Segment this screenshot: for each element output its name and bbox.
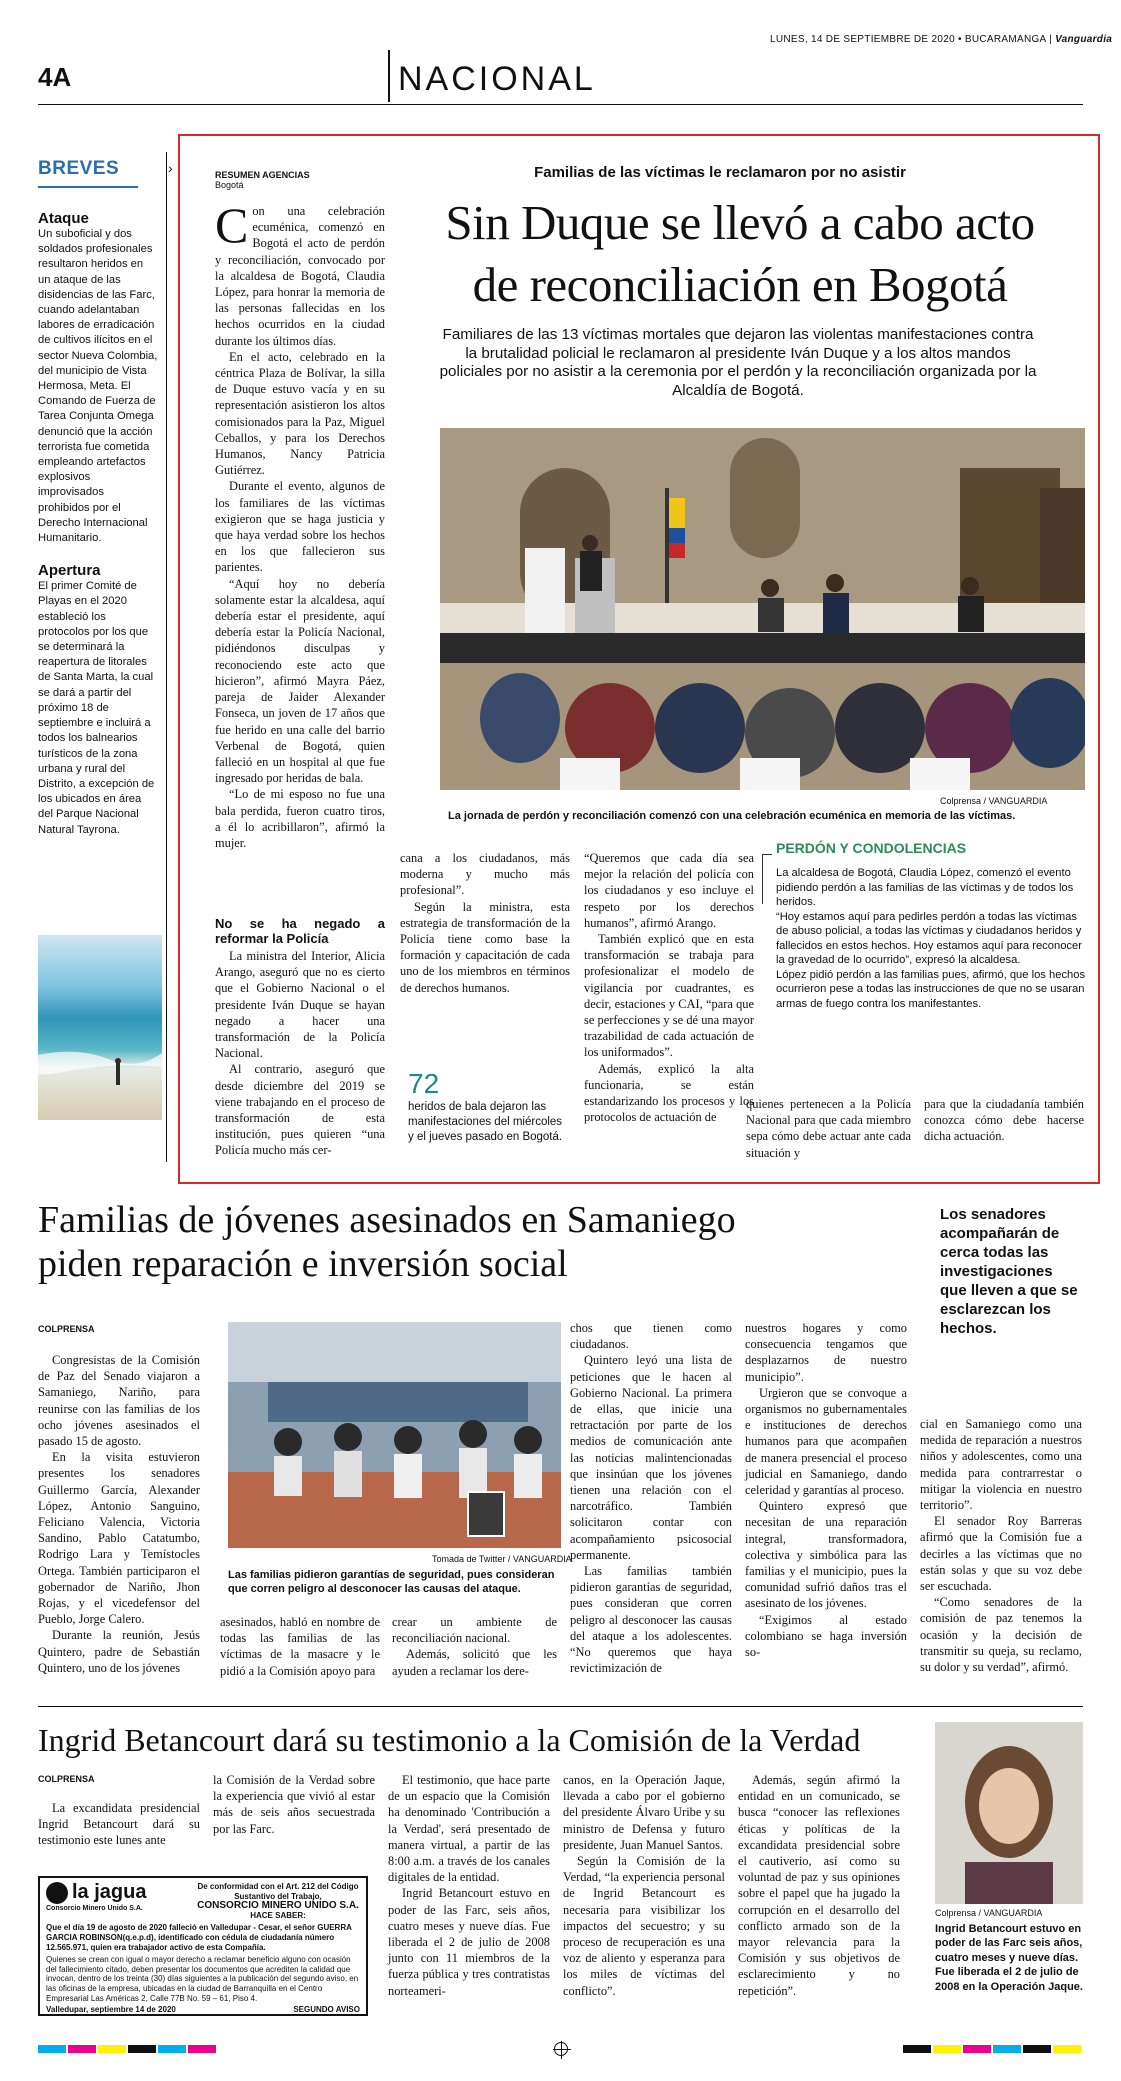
samaniego-paragraph: asesinados, habló en nombre de todas las familias de las víctimas de la masacre y le pidió a la Comisión apoyo para [220, 1615, 380, 1678]
lead-paragraph: En el acto, celebrado en la céntrica Plaza de Bolívar, la silla de Duque estuvo vacía y en su representación asistieron los altos comisionados para la Paz, Miguel Ceballos, y para los Derechos Humanos, Nancy Patricia Gutiérrez. [215, 349, 385, 478]
ingrid-paragraph: La excandidata presidencial Ingrid Betancourt dará su testimonio este lunes ante [38, 1801, 200, 1848]
ad-logo-row [46, 1882, 196, 1904]
ad-company-small: Consorcio Minero Unido S.A. [46, 1905, 143, 1912]
samaniego-paragraph: “Como senadores de la comisión de paz tenemos la ocasión y la decisión de transmitir su queja, su reclamo, su dolor y su verdad”, afirmó. [920, 1595, 1082, 1675]
box-bracket-icon [762, 854, 772, 904]
legal-notice-ad [38, 1876, 368, 2016]
lead-paragraph: Además, explicó la alta funcionaria, se están estandarizando los procesos y los protocolos de actuación de [584, 1061, 754, 1125]
ingrid-column-3 [388, 1772, 550, 1999]
samaniego-column-6 [920, 1416, 1082, 1675]
color-strip-left [38, 2040, 218, 2058]
ingrid-photo [935, 1722, 1083, 1904]
samaniego-paragraph: Las familias también pidieron garantías de seguridad, pues consideran que corren peligro al desconocer las causas del ataque a los adolescentes. “No queremos que haya revictimización de [570, 1564, 732, 1676]
lead-paragraph: “Aquí hoy no debería solamente estar la alcaldesa, aquí debería estar el presidente, aquí debería estar la Policía Nacional, pidiéndonos disculpas y reconociendo este acto que hicieron”, afirmó Mayra Páez, pareja de Jaider Alexander Fonseca, un joven de 17 años que fue herido en una calle del barrio Verbenal de Bogotá, quien falleció en un hospital al que fue ingresado por heridas de bala. [215, 576, 385, 786]
ingrid-paragraph: canos, en la Operación Jaque, llevada a cabo por el gobierno del presidente Álvaro Uribe y su ministro de Defensa y futuro presidente, Juan Manuel Santos. [563, 1773, 725, 1852]
samaniego-paragraph: chos que tienen como ciudadanos. [570, 1321, 732, 1352]
headline-line: Sin Duque se llevó a cabo acto [445, 195, 1035, 250]
dateline-separator: | [1049, 34, 1056, 45]
samaniego-paragraph: Quintero expresó que necesitan de una reparación integral, transformadora, colectiva y simbólica para las familias y el municipio, pues la comunidad sufrió daños tras el asesinato de los jóvenes. [745, 1499, 907, 1611]
samaniego-column-3 [392, 1614, 557, 1679]
samaniego-photo-credit: Tomada de Twitter / VANGUARDIA [432, 1554, 572, 1564]
lead-paragraph: La ministra del Interior, Alicia Arango, aseguró que no es cierto que el Gobierno Nacional o el presidente Iván Duque se hayan negado a hacer una transformación de la Policía Nacional. [215, 949, 385, 1061]
samaniego-paragraph: crear un ambiente de reconciliación nacional. [392, 1615, 557, 1646]
ingrid-column-1 [38, 1800, 200, 1849]
lead-paragraph: También explicó que en esta transformación se trabaja para profesionalizar el modelo de vigilancia por cuadrantes, es decir, estaciones y CAI, “para que se perfecciones y se dé una mayor trazabilidad de cada actuación de los uniformados”. [584, 932, 754, 1060]
ingrid-column-2 [213, 1772, 375, 1837]
gym-scene [228, 1322, 561, 1548]
samaniego-paragraph: Congresistas de la Comisión de Paz del Senado viajaron a Samaniego, Nariño, para reunirse con las familias de los ocho jóvenes asesinados el pasado 15 de agosto. [38, 1353, 200, 1449]
beach-photo [38, 935, 162, 1120]
lead-column-6 [924, 1096, 1084, 1145]
condolences-box [776, 840, 1086, 1011]
breve-body: El primer Comité de Playas en el 2020 estableció los protocolos por los que se determinará la reapertura de litorales de Santa Marta, la cual se dará a partir del próximo 18 de septiembre e incluirá a todos los balnearios turísticos de la zona urbana y rural del Distrito, a excepción de los ubicados en área del Parque Nacional Natural Tayrona. [38, 580, 155, 836]
ingrid-column-4 [563, 1772, 725, 1999]
ad-footer-date: Valledupar, septiembre 14 de 2020 [46, 2005, 176, 2015]
samaniego-column-1 [38, 1352, 200, 1676]
lead-byline [215, 170, 310, 190]
breves-sidebar [38, 158, 158, 838]
samaniego-paragraph: El senador Roy Barreras afirmó que la Comisión fue a decirles a las víctimas que no están solas y que su voz debe ser escuchada. [920, 1514, 1082, 1594]
lead-headline [395, 192, 1085, 316]
samaniego-column-4 [570, 1320, 732, 1676]
breves-vertical-rule [166, 152, 167, 1162]
header-rule [38, 104, 1083, 105]
ingrid-paragraph: Además, según afirmó la entidad en un comunicado, se busca “conocer las reflexiones éticas y políticas de la excandidata presidencial sobre el cautiverio, así como su voluntad de paz y sus opiniones sobre el papel que ha jugado la corrupción en el desarrollo del conflicto armado son de la mayor relevancia para la Comisión y sus objetivos de esclarecimiento y no repetición”. [738, 1773, 900, 1998]
lead-subhead: No se ha negado a reformar la Policía [215, 916, 385, 946]
samaniego-headline [38, 1198, 938, 1286]
lead-column-1 [215, 197, 385, 851]
samaniego-photo-caption: Las familias pidieron garantías de seguridad, pues consideran que corren peligro al desconocer las causas del ataque. [228, 1569, 555, 1595]
samaniego-paragraph: Quintero leyó una lista de peticiones que le hacen al Gobierno Nacional. La primera de ellas, que inicie una retractación por parte de los medios de comunicación ante las noticias malintencionadas que insinúan que los jóvenes tienen una relación con el narcotráfico. También solicitaron contar con acompañamiento psicosocial permanente. [570, 1353, 732, 1562]
headline-line: Familias de jóvenes asesinados en Samaniego [38, 1199, 736, 1241]
ingrid-byline: COLPRENSA [38, 1774, 95, 1784]
ad-header [46, 1882, 360, 1920]
samaniego-byline: COLPRENSA [38, 1324, 95, 1334]
box-paragraph: López pidió perdón a las familias pues, afirmó, que los hechos ocurrieron pese a todas las instrucciones de que no se usaran armas de fuego contra los manifestantes. [776, 968, 1086, 1010]
lead-deck: Familiares de las 13 víctimas mortales que dejaron las violentas manifestaciones contra la brutalidad policial le reclamaron al presidente Iván Duque y a los altos mandos policiales por no asistir a la ceremonia por el perdón y la reconciliación organizada por la Alcaldía de Bogotá. [439, 326, 1037, 399]
lead-column-4 [584, 850, 754, 1125]
byline-location: Bogotá [215, 180, 244, 190]
lead-paragraph: “Lo de mi esposo no fue una bala perdida, fueron cuatro tiros, a él lo acribillaron”, afirmó la mujer. [215, 787, 385, 850]
logo-icon [46, 1882, 68, 1904]
box-paragraph: “Hoy estamos aquí para pedirles perdón a todas las víctimas de abuso policial, a todas las víctimas y ciudadanos heridos y fallecidos en estos hechos. Hoy estamos aquí para reconocer la gravedad de lo ocurrido”, expresó la alcaldesa. [776, 910, 1082, 966]
dropcap: C [215, 197, 249, 253]
lead-paragraph-text: on una celebración ecuménica, comenzó en Bogotá el acto de perdón y reconciliación, convocado por la alcaldesa de Bogotá, Claudia López, para honrar la memoria de las personas fallecidas en los hechos ocurridos en la ciudad durante los últimos días. [215, 204, 385, 348]
registration-mark-icon [554, 2042, 568, 2056]
stat-number: 72 [408, 1068, 440, 1099]
ingrid-paragraph: Según la Comisión de la Verdad, “la experiencia personal de Ingrid Betancourt es necesaria para visibilizar los impactos del secuestro; y su proceso de recuperación es una voz de aliento y esperanza para los miles de víctimas del conflicto”. [563, 1854, 725, 1998]
lead-kicker: Familias de las víctimas le reclamaron por no asistir [534, 164, 906, 181]
samaniego-paragraph: cial en Samaniego como una medida de reparación a nuestros niños y adolescentes, como una medida para contrarrestar o mitigar la violencia en nuestro territorio”. [920, 1417, 1082, 1513]
lead-photo [440, 428, 1085, 790]
ad-body-2: Quienes se crean con igual o mayor derecho a reclamar beneficio alguno con ocasión del fallecimiento citado, deben presentar los documentos que acrediten la calidad que invocan, dentro de los treinta (30) días siguientes a la publicación del segundo aviso, en las oficinas de la empresa, ubicadas en la ciudad de Barranquilla en el Centro Empresarial Las Américas 2, Calle 77B No. 59 – 61, Piso 4. [46, 1955, 359, 2003]
lead-column-3 [400, 850, 570, 996]
samaniego-pullquote: Los senadores acompañarán de cerca todas las investigaciones que lleven a que se esclarezcan los hechos. [940, 1206, 1078, 1337]
ad-notice: HACE SABER: [250, 1910, 306, 1920]
portrait-scene [935, 1722, 1083, 1904]
box-title: PERDÓN Y CONDOLENCIAS [776, 840, 967, 856]
ingrid-photo-caption: Ingrid Betancourt estuvo en poder de las Farc seis años, cuatro meses y nueve días. Fue liberada el 2 de julio de 2008 en la Operación Jaque. [935, 1923, 1083, 1993]
ingrid-headline: Ingrid Betancourt dará su testimonio a la Comisión de la Verdad [38, 1722, 861, 1758]
section-rule [38, 1706, 1083, 1707]
ad-footer-notice: SEGUNDO AVISO [293, 2005, 360, 2015]
breve-title: Apertura [38, 562, 101, 580]
ingrid-paragraph: Ingrid Betancourt estuvo en poder de las Farc, seis años, cuatro meses y nueve días. Fue liberada el 2 de julio de 2008 junto con 11 miembros de la fuerza pública y tres contratistas norteameri- [388, 1886, 550, 1998]
ingrid-paragraph: la Comisión de la Verdad sobre la experiencia que vivió al estar más de seis años secuestrada por las Farc. [213, 1773, 375, 1836]
stat-block [408, 1068, 568, 1145]
samaniego-photo [228, 1322, 561, 1548]
samaniego-column-2 [220, 1614, 380, 1679]
ingrid-photo-credit: Colprensa / VANGUARDIA [935, 1908, 1043, 1918]
ingrid-paragraph: El testimonio, que hace parte de un espacio que la Comisión ha denominado 'Contribución a la Verdad', será presentado de manera virtual, a partir de las 8:00 a.m. a través de los canales digitales de la entidad. [388, 1773, 550, 1885]
samaniego-paragraph: nuestros hogares y como consecuencia tengamos que desplazarnos de nuestro municipio”. [745, 1321, 907, 1384]
page-number: 4A [38, 62, 72, 92]
brand-name: Vanguardia [1055, 34, 1113, 45]
ceremony-scene [440, 428, 1085, 790]
lead-paragraph: cana a los ciudadanos, más moderna y mucho más profesional”. [400, 851, 570, 898]
samaniego-paragraph: Durante la reunión, Jesús Quintero, padre de Sebastián Quintero, uno de los jóvenes [38, 1628, 200, 1675]
lead-paragraph: “Queremos que cada día sea mejor la relación del policía con los ciudadanos y eso incluye el respeto por los derechos humanos”, afirmó Arango. [584, 851, 754, 930]
ad-footer [46, 2005, 360, 2015]
breve-item-ataque [38, 210, 158, 546]
headline-line: piden reparación e inversión social [38, 1243, 568, 1285]
breves-rule [38, 186, 138, 188]
byline-agency: RESUMEN AGENCIAS [215, 170, 310, 180]
lead-paragraph-dropcap [215, 197, 385, 349]
registration-bar [38, 2040, 1083, 2058]
lead-photo-credit: Colprensa / VANGUARDIA [940, 796, 1048, 806]
lead-paragraph: Según la ministra, esta estrategia de transformación de la Policía tiene como base la formación y capacitación de cada uno de los miembros en términos de derechos humanos. [400, 899, 570, 995]
breves-heading: BREVES [38, 158, 120, 179]
dateline-text: LUNES, 14 DE SEPTIEMBRE DE 2020 • BUCARAMANGA [770, 34, 1046, 45]
box-body [776, 866, 1086, 1011]
ad-legal-ref: De conformidad con el Art. 212 del Código Sustantivo del Trabajo, [197, 1882, 359, 1901]
header-divider [388, 50, 390, 102]
color-strip-right [903, 2040, 1083, 2058]
headline-line: de reconciliación en Bogotá [472, 257, 1008, 312]
breves-arrow-icon: › [168, 160, 173, 176]
lead-paragraph: Al contrario, aseguró que desde diciembre del 2019 se viene trabajando en el proceso de transformación de esta institución, pues quieren “una Policía mucho más cer- [215, 1062, 385, 1158]
logo-text: la jagua [72, 1881, 147, 1904]
box-paragraph: La alcaldesa de Bogotá, Claudia López, comenzó el evento pidiendo perdón a las familias de las víctimas y de todos los heridos. [776, 867, 1074, 908]
lead-photo-caption: La jornada de perdón y reconciliación comenzó con una celebración ecuménica en memoria de las víctimas. [448, 810, 1016, 822]
samaniego-paragraph: “Exigimos al estado colombiano se haga inversión so- [745, 1612, 907, 1660]
lead-paragraph: para que la ciudadanía también conozca cómo debe hacerse dicha actuación. [924, 1097, 1084, 1144]
ad-logo [46, 1882, 196, 1920]
ad-body-1: Que el día 19 de agosto de 2020 falleció en Valledupar - Cesar, el señor GUERRA GARCIA ROBINSON(q.e.p.d), identificado con cédula de ciudadanía número 12.565.971, quien era trabajador activo de esta Compañía. [46, 1923, 352, 1952]
breve-body: Un suboficial y dos soldados profesionales resultaron heridos en un ataque de las disidencias de las Farc, cuando adelantaban labores de erradicación de cultivos ilícitos en el sector Nueva Colombia, del municipio de Vista Hermosa, Meta. El Comando de Fuerza de Tarea Conjunta Omega denunció que la acción terrorista fue cometida empleando artefactos explosivos improvisados prohibidos por el Derecho Internacional Humanitario. [38, 228, 158, 545]
dateline [770, 34, 1112, 45]
ingrid-column-5 [738, 1772, 900, 1999]
beach-scene [38, 935, 162, 1120]
stat-text: heridos de bala dejaron las manifestaciones del miércoles y el jueves pasado en Bogotá. [408, 1101, 563, 1143]
breve-item-apertura [38, 562, 158, 837]
ad-company: CONSORCIO MINERO UNIDO S.A. [197, 1900, 359, 1912]
section-title: NACIONAL [398, 60, 596, 98]
lead-paragraph: quienes pertenecen a la Policía Nacional para que cada miembro sepa cómo debe actuar ante cada situación y [746, 1097, 911, 1160]
lead-column-5 [746, 1096, 911, 1161]
samaniego-paragraph: Además, solicitó que les ayuden a reclamar los dere- [392, 1647, 557, 1678]
breve-title: Ataque [38, 210, 89, 227]
ad-header-text [196, 1882, 360, 1920]
lead-column-2 [215, 916, 385, 1159]
samaniego-column-5 [745, 1320, 907, 1660]
samaniego-paragraph: En la visita estuvieron presentes los senadores Guillermo García, Alexander López, Antonio Sanguino, Feliciano Valencia, Victoria Sandino, Pablo Catatumbo, Rodrigo Lara y Temístocles Ortega. También participaron el gobernador de Nariño, Jhon Rojas, y el vicedefensor del Pueblo, Jorge Calero. [38, 1450, 200, 1627]
samaniego-paragraph: Urgieron que se convoque a organismos no gubernamentales e instituciones de derechos humanos para que acompañen de manera presencial el proceso judicial en Samaniego, dando celeridad y garantías al proceso. [745, 1385, 907, 1498]
lead-paragraph: Durante el evento, algunos de los familiares de las víctimas exigieron que se haga justicia y que haya verdad sobre los hechos en los que fallecieron sus parientes. [215, 479, 385, 575]
